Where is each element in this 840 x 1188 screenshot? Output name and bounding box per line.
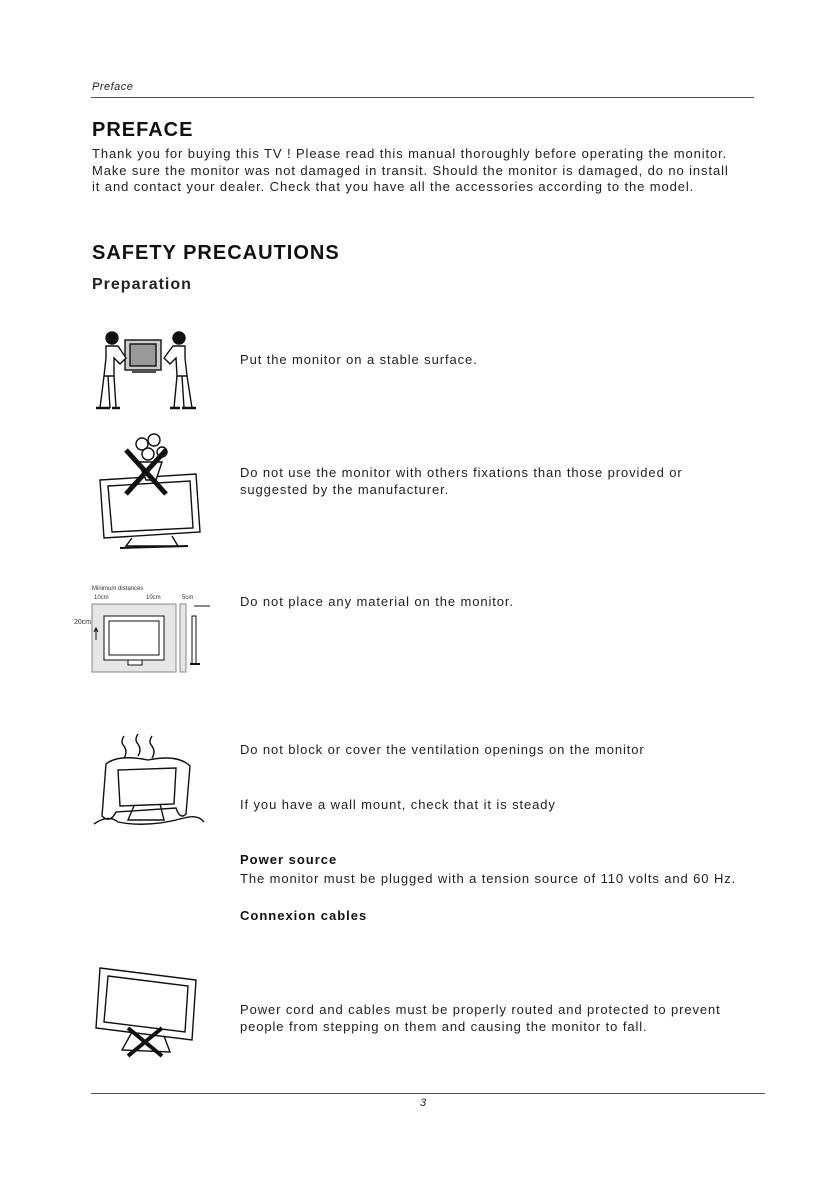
header-rule (91, 97, 754, 98)
precaution-text: Put the monitor on a stable surface. (240, 352, 478, 367)
preface-line: Thank you for buying this TV ! Please read this manual thoroughly before operating the monitor. (92, 146, 728, 161)
distance-label: 10cm (146, 595, 161, 601)
precaution-text: Do not use the monitor with others fixations than those provided or (240, 465, 683, 480)
no-cables-under-tv-icon (92, 966, 212, 1056)
distance-label: 20cm (74, 619, 92, 626)
safety-title: SAFETY PRECAUTIONS (92, 242, 340, 264)
no-objects-on-tv-icon (92, 424, 202, 554)
precaution-item (240, 594, 780, 611)
distance-label: 5cm (182, 595, 194, 601)
page-number: 3 (420, 1097, 427, 1109)
people-carrying-tv-icon (92, 328, 202, 414)
precaution-text: people from stepping on them and causing the monitor to fall. (240, 1018, 648, 1034)
power-source-heading: Power source (240, 852, 338, 867)
covered-tv-icon (88, 734, 208, 830)
power-source-text: The monitor must be plugged with a tension source of 110 volts and 60 Hz. (240, 871, 737, 886)
preface-line: Make sure the monitor was not damaged in transit. Should the monitor is damaged, do no install (92, 162, 729, 178)
precaution-text: Do not place any material on the monitor. (240, 594, 514, 609)
footer-rule (91, 1093, 765, 1094)
preface-line: it and contact your dealer. Check that you have all the accessories according to the model. (92, 179, 695, 194)
preface-paragraph (92, 146, 772, 196)
precaution-item (240, 465, 780, 498)
preparation-subtitle: Preparation (92, 276, 192, 293)
precaution-item (240, 742, 780, 759)
precaution-item (240, 352, 780, 369)
precaution-text: If you have a wall mount, check that it is steady (240, 797, 556, 812)
precaution-text: Power cord and cables must be properly routed and protected to prevent (240, 1002, 721, 1017)
precaution-text: suggested by the manufacturer. (240, 481, 450, 497)
distance-label: 10cm (94, 595, 109, 601)
connexion-heading: Connexion cables (240, 908, 368, 923)
minimum-distances-icon (74, 582, 214, 682)
precaution-item (240, 797, 780, 814)
running-header: Preface (92, 81, 134, 93)
minimum-distances-label: Minimum distances (92, 586, 144, 592)
preface-title: PREFACE (92, 119, 194, 141)
precaution-text: Do not block or cover the ventilation openings on the monitor (240, 742, 645, 757)
precaution-item (240, 1002, 780, 1035)
